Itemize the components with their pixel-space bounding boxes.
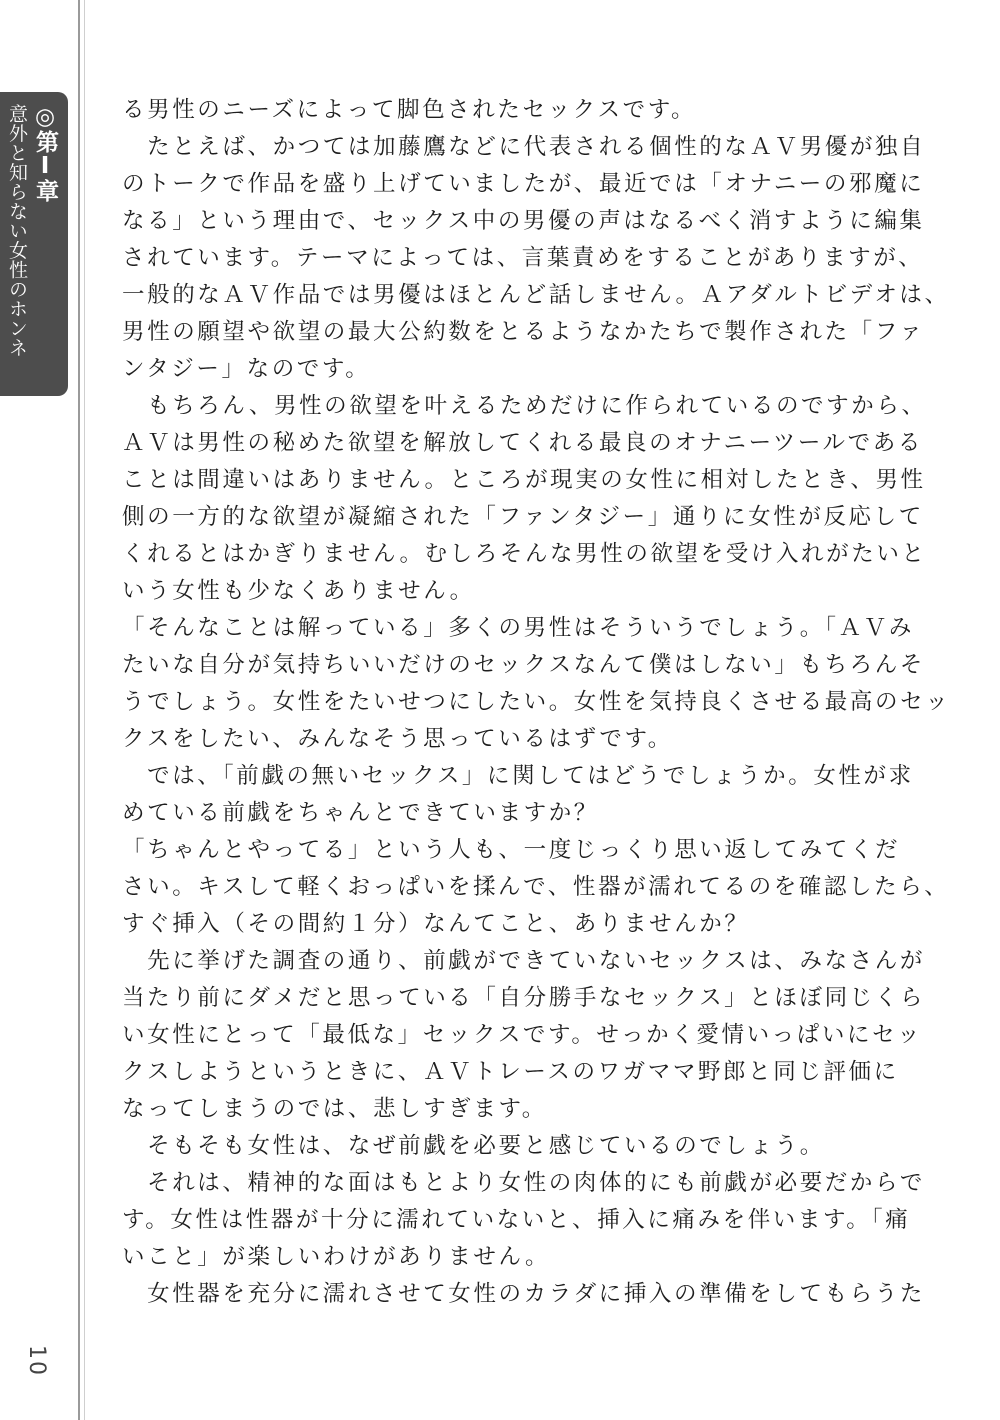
text-line: 当たり前にダメだと思っている「自分勝手なセックス」とほぼ同じくら [122,985,925,1011]
text-line: たいな自分が気持ちいいだけのセックスなんて僕はしない」もちろんそ [122,652,925,678]
page-number: 10 [24,1345,49,1377]
text-line: うでしょう。女性をたいせつにしたい。女性を気持良くさせる最高のセッ [122,689,951,715]
text-line: 「そんなことは解っている」多くの男性はそういうでしょう。「ＡＶみ [122,615,914,641]
text-line: では、「前戯の無いセックス」に関してはどうでしょうか。女性が求 [122,763,914,789]
chapter-tab [0,92,68,396]
margin-rule [78,0,80,1420]
text-line: 側の一方的な欲望が凝縮された「ファンタジー」通りに女性が反応して [122,504,924,530]
body-text [122,92,951,1313]
chapter-label: ◎第Ⅰ章 [32,104,58,202]
text-line: それは、精神的な面はもとより女性の肉体的にも前戯が必要だからで [122,1170,925,1196]
text-line: たとえば、かつては加藤鷹などに代表される個性的なＡＶ男優が独自 [122,134,926,160]
text-line: もちろん、男性の欲望を叶えるためだけに作られているのですから、 [122,393,927,419]
text-line: くれるとはかぎりません。むしろそんな男性の欲望を受け入れがたいと [122,541,927,567]
text-line: 「ちゃんとやってる」という人も、一度じっくり思い返してみてくだ [122,837,901,863]
text-line: ことは間違いはありません。ところが現実の女性に相対したとき、男性 [122,467,926,493]
text-line: のトークで作品を盛り上げていましたが、最近では「オナニーの邪魔に [122,171,925,197]
text-line: クスしようというときに、ＡＶトレースのワガママ野郎と同じ評価に [122,1059,899,1085]
text-line: いこと」が楽しいわけがありません。 [122,1244,551,1270]
text-line: いう女性も少なくありません。 [122,578,475,604]
text-line: ＡＶは男性の秘めた欲望を解放してくれる最良のオナニーツールである [122,430,923,456]
text-line: 一般的なＡＶ作品では男優はほとんど話しません。Ａアダルトビデオは、 [122,282,950,308]
text-line: めている前戯をちゃんとできていますか？ [122,800,599,826]
text-line: す。女性は性器が十分に濡れていないと、挿入に痛みを伴います。「痛 [122,1207,911,1233]
text-line: い女性にとって「最低な」セックスです。せっかく愛情いっぱいにセッ [122,1022,923,1048]
text-line: クスをしたい、みんなそう思っているはずです。 [122,726,673,752]
chapter-subtitle: 意外と知らない女性のホンネ [6,104,28,358]
text-line: そもそも女性は、なぜ前戯を必要と感じているのでしょう。 [122,1133,825,1159]
text-line: なる」という理由で、セックス中の男優の声はなるべく消すように編集 [122,208,925,234]
text-line: ンタジー」なのです。 [122,356,371,382]
text-line: なってしまうのでは、悲しすぎます。 [122,1096,547,1122]
text-line: さい。キスして軽くおっぱいを揉んで、性器が濡れてるのを確認したら、 [122,874,950,900]
text-line: されています。テーマによっては、言葉責めをすることがありますが、 [122,245,924,271]
text-line: 先に挙げた調査の通り、前戯ができていないセックスは、みなさんが [122,948,925,974]
margin-rule-inner [84,0,85,1420]
text-line: る男性のニーズによって脚色されたセックスです。 [122,97,697,123]
text-line: 男性の願望や欲望の最大公約数をとるようなかたちで製作された「ファ [122,319,925,345]
text-line: 女性器を充分に濡れさせて女性のカラダに挿入の準備をしてもらうた [122,1281,925,1307]
text-line: すぐ挿入（その間約１分）なんてこと、ありませんか？ [122,911,750,937]
